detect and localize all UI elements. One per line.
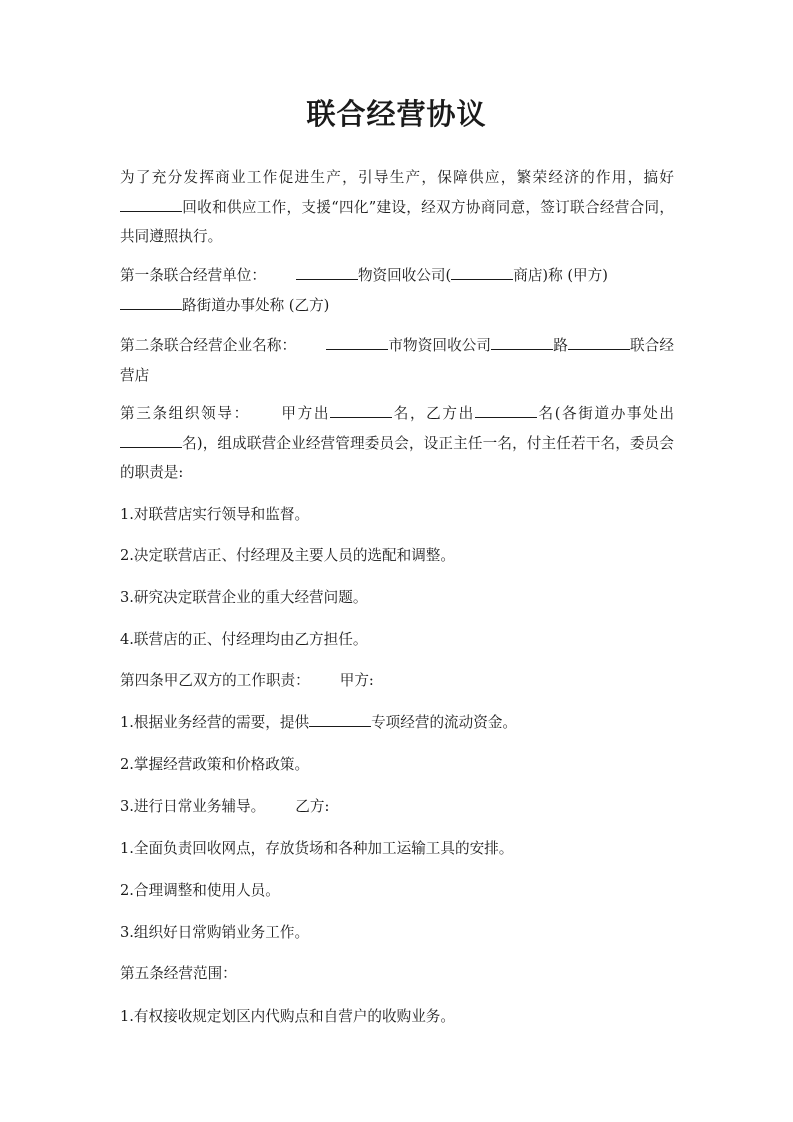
list-item-text-1: 1.根据业务经营的需要，提供: [120, 714, 310, 731]
article-1: [120, 261, 674, 320]
article-3-text-3: 名(各街道办事处出: [536, 405, 674, 422]
article-5-heading: 第五条经营范围：: [120, 965, 237, 982]
blank-line: [491, 334, 553, 350]
preamble-text-2: 回收和供应工作，支援“四化”建设，经双方协商同意，签订联合经营合同，共同遵照执行。: [120, 198, 674, 245]
blank-line: [330, 402, 392, 418]
article-1-heading: 第一条联合经营单位：: [120, 267, 266, 284]
article-2-text-1: 市物资回收公司: [388, 337, 492, 354]
list-item: [120, 708, 674, 738]
preamble-paragraph: [120, 163, 674, 252]
list-item-text: 3.进行日常业务辅导。: [120, 798, 266, 815]
article-2-heading: 第二条联合经营企业名称：: [120, 337, 297, 354]
blank-line: [451, 264, 513, 280]
preamble-text-1: 为了充分发挥商业工作促进生产，引导生产，保障供应，繁荣经济的作用，搞好: [120, 169, 674, 186]
article-1-text-2: 商店)称 (甲方): [513, 267, 608, 284]
list-item: [120, 792, 674, 822]
article-2: [120, 331, 674, 390]
party-b-label: 乙方:: [295, 798, 330, 815]
list-item: 3.研究决定联营企业的重大经营问题。: [120, 589, 368, 606]
list-item: 3.组织好日常购销业务工作。: [120, 924, 310, 941]
article-3: [120, 399, 674, 488]
article-2-text-2: 路: [553, 337, 568, 354]
list-item: 2.掌握经营政策和价格政策。: [120, 756, 310, 773]
article-2-text-3: 联合经营店: [120, 337, 674, 384]
blank-line: [120, 431, 182, 447]
article-3-text-2: 名，乙方出: [392, 405, 475, 422]
party-a-label: 甲方:: [339, 672, 374, 689]
list-item: 1.有权接收规定划区内代购点和自营户的收购业务。: [120, 1008, 455, 1025]
blank-line: [475, 402, 537, 418]
article-1-text-3: 路街道办事处称 (乙方): [182, 296, 330, 314]
blank-line: [326, 334, 388, 350]
blank-line: [296, 264, 358, 280]
list-item: 2.合理调整和使用人员。: [120, 882, 280, 899]
blank-line: [120, 195, 182, 211]
list-item-text-2: 专项经营的流动资金。: [371, 714, 518, 731]
blank-line: [120, 293, 182, 309]
blank-line: [568, 334, 630, 350]
article-4-heading: 第四条甲乙双方的工作职责：: [120, 672, 310, 689]
document-title: 联合经营协议: [306, 97, 487, 131]
list-item: 1.对联营店实行领导和监督。: [120, 506, 310, 523]
list-item: 4.联营店的正、付经理均由乙方担任。: [120, 631, 368, 648]
list-item: 2.决定联营店正、付经理及主要人员的选配和调整。: [120, 547, 455, 564]
list-item: 1.全面负责回收网点，存放货场和各种加工运输工具的安排。: [120, 840, 514, 857]
article-3-heading: 第三条组织领导：: [120, 405, 250, 422]
article-3-text-1: 甲方出: [279, 405, 331, 422]
article-3-text-4: 名)，组成联营企业经营管理委员会，设正主任一名，付主任若干名，委员会的职责是:: [120, 434, 674, 481]
blank-line: [309, 711, 371, 727]
article-1-text-1: 物资回收公司(: [357, 267, 452, 284]
article-4: [120, 666, 674, 696]
